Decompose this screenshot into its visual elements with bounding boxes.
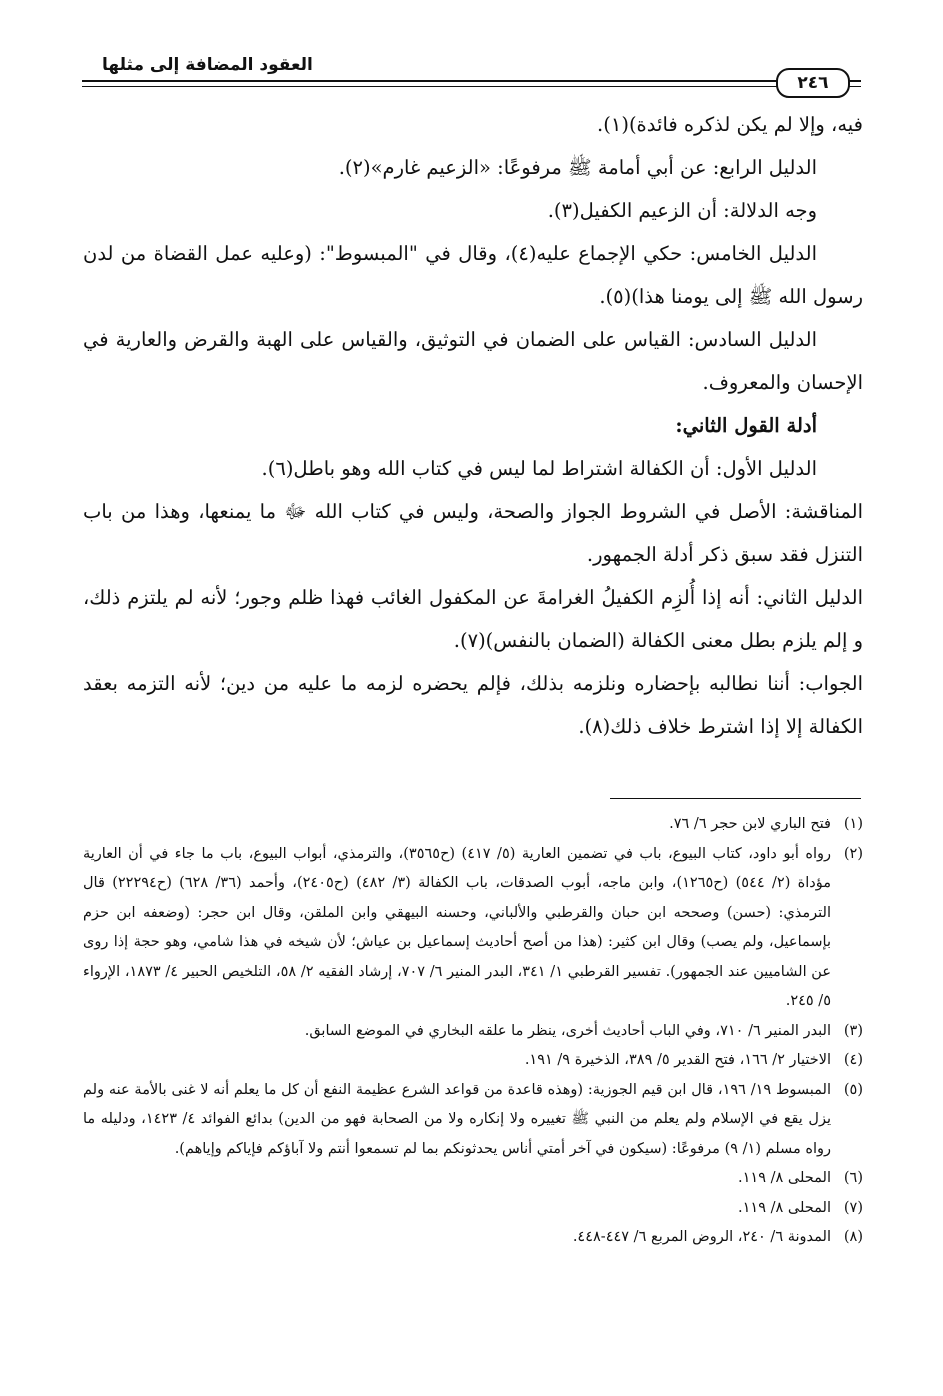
paragraph: وجه الدلالة: أن الزعيم الكفيل(٣). xyxy=(547,199,817,222)
paragraph: الدليل السادس: القياس على الضمان في التوثيق، والقياس على الهبة والقرض والعارية في الإحسان والمعروف. xyxy=(83,328,863,394)
footnote xyxy=(83,1164,863,1194)
footnote-number: (٤) xyxy=(843,1052,863,1068)
footnote-text: المبسوط ١٩/ ١٩٦، قال ابن قيم الجوزية: (وهذه قاعدة من قواعد الشرع عظيمة النفع أن كل ما يعلم أنه لا غنى بالأمة عنه ولم يزل يقع في الإسلام ولم يعلم من النبي ﷺ تغييره ولا إنكاره ولا من الصحابة فهو من الدين) بدائع الفوائد ٤/ ١٤٢٣، ودليله ما رواه مسلم (١/ ٩) مرفوعًا: (سيكون في آخر أمتي أناس يحدثونكم بما لم تسمعوا أنتم ولا آباؤكم فإياكم وإياهم). xyxy=(83,1081,831,1157)
footnote xyxy=(83,1017,863,1047)
footnote-number: (٢) xyxy=(843,845,863,862)
footnote-text: فتح الباري لابن حجر ٦/ ٧٦. xyxy=(669,816,831,832)
paragraph: المناقشة: الأصل في الشروط الجواز والصحة، وليس في كتاب الله ﷻ ما يمنعها، وهذا من باب التنزل فقد سبق ذكر أدلة الجمهور. xyxy=(83,500,863,566)
footnote xyxy=(83,1194,863,1224)
main-text xyxy=(83,103,863,748)
footnote xyxy=(83,840,863,1017)
section-heading: أدلة القول الثاني: xyxy=(675,414,817,437)
footnote-text: الاختيار ٢/ ١٦٦، فتح القدير ٥/ ٣٨٩، الذخيرة ٩/ ١٩١. xyxy=(524,1052,831,1068)
paragraph: الجواب: أننا نطالبه بإحضاره ونلزمه بذلك، فإلم يحضره لزمه ما عليه من دين؛ لأنه التزمه بعقد الكفالة إلا إذا اشترط خلاف ذلك(٨). xyxy=(83,672,863,738)
footnote-text: المدونة ٦/ ٢٤٠، الروض المربع ٦/ ٤٤٧-٤٤٨. xyxy=(572,1229,831,1245)
footnote-text: المحلى ٨/ ١١٩. xyxy=(738,1170,831,1186)
footnote-number: (٦) xyxy=(843,1170,863,1186)
paragraph: الدليل الرابع: عن أبي أمامة ﷺ مرفوعًا: «الزعيم غارم»(٢). xyxy=(338,156,817,179)
footnote-number: (٥) xyxy=(843,1081,863,1098)
footnote-text: رواه أبو داود، كتاب البيوع، باب في تضمين العارية (٥/ ٤١٧) (ح٣٥٦٥)، والترمذي، أبواب البيوع، باب ما جاء في أن العارية مؤداة (٢/ ٥٤٤) (ح١٢٦٥)، وابن ماجه، أبوب الصدقات، باب الكفالة (٣/ ٤٨٢) (ح٢٤٠٥)، وأحمد (٣٦/ ٦٢٨) (ح٢٢٢٩٤) قال الترمذي: (حسن) وصححه ابن حبان والقرطبي والألباني، وحسنه البيهقي وابن الملقن، وقال ابن حجر: (وضعفه ابن حزم بإسماعيل، ولم يصب) وقال ابن كثير: (هذا من أصح أحاديث إسماعيل بن عياش؛ لأن شيخه في هذا شامي، وهو حجة إذا روى عن الشاميين عند الجمهور). تفسير القرطبي ١/ ٣٤١، البدر المنير ٦/ ٧٠٧، إرشاد الفقيه ٢/ ٥٨، التلخيص الحبير ٤/ ١٨٧٣، الإرواء ٥/ ٢٤٥. xyxy=(83,845,832,1009)
footnote-number: (٨) xyxy=(843,1229,863,1245)
footnote-number: (١) xyxy=(843,816,863,832)
footnote xyxy=(83,1076,863,1165)
footnote-number: (٧) xyxy=(843,1199,863,1216)
paragraph: الدليل الثاني: أنه إذا أُلزِم الكفيلُ الغرامةَ عن المكفول الغائب فهذا ظلم وجور؛ لأنه لم يلتزم ذلك، و إلم يلزم بطل معنى الكفالة (الضمان بالنفس)(٧). xyxy=(83,586,863,652)
footnote-text: المحلى ٨/ ١١٩. xyxy=(738,1199,831,1216)
footnote xyxy=(83,1223,863,1253)
header-rule-bottom xyxy=(82,86,861,87)
running-title: العقود المضافة إلى مثلها xyxy=(96,55,348,75)
footnote-divider xyxy=(610,798,861,799)
footnote-text: البدر المنير ٦/ ٧١٠، وفي الباب أحاديث أخرى، ينظر ما علقه البخاري في الموضع السابق. xyxy=(304,1022,831,1039)
page-number: ٢٤٦ xyxy=(776,68,850,98)
paragraph: فيه، وإلا لم يكن لذكره فائدة)(١). xyxy=(597,113,863,136)
footnote xyxy=(83,1046,863,1076)
paragraph: الدليل الخامس: حكي الإجماع عليه(٤)، وقال في "المبسوط": (وعليه عمل القضاة من لدن رسول الله ﷺ إلى يومنا هذا)(٥). xyxy=(83,242,863,308)
header-rule-top xyxy=(82,80,861,82)
footnote xyxy=(83,810,863,840)
footnotes xyxy=(83,810,863,1253)
footnote-number: (٣) xyxy=(843,1022,863,1039)
paragraph: الدليل الأول: أن الكفالة اشتراط لما ليس في كتاب الله وهو باطل(٦). xyxy=(261,457,817,480)
